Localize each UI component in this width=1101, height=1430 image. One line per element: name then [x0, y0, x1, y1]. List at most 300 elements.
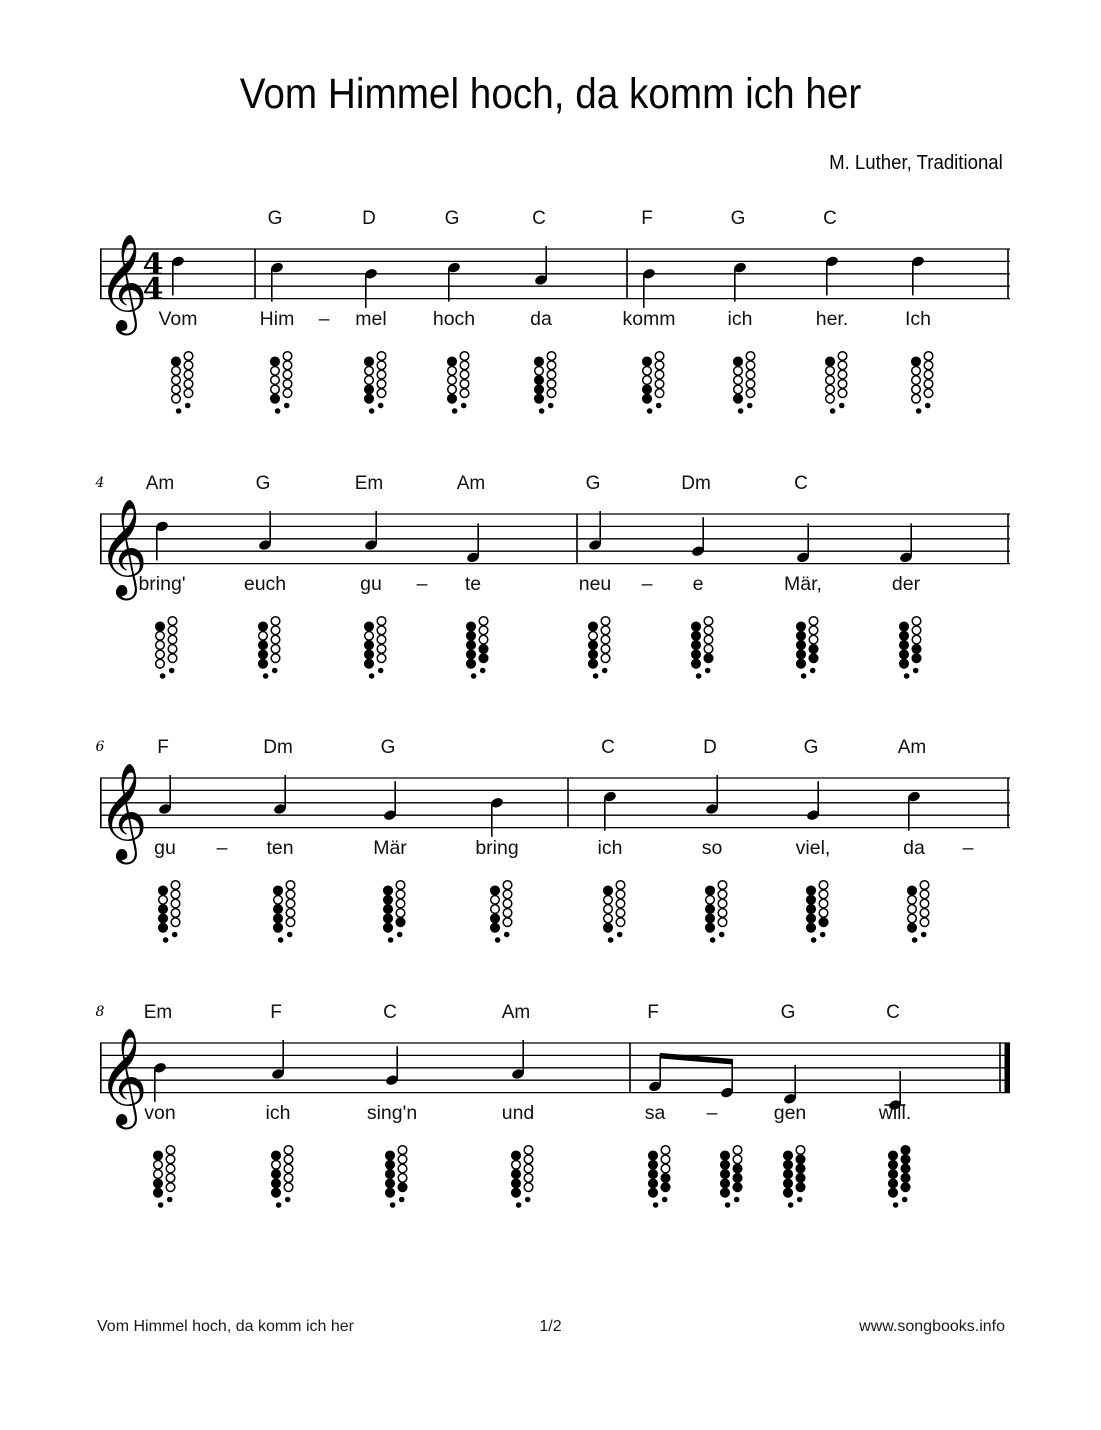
finger-hole: [159, 914, 168, 923]
staff-system-3: [96, 737, 1010, 943]
small-finger-hole: [185, 403, 191, 409]
finger-hole: [920, 918, 929, 927]
finger-hole: [706, 914, 715, 923]
small-finger-hole: [830, 408, 836, 414]
finger-hole: [826, 357, 835, 366]
finger-hole: [838, 389, 847, 398]
finger-hole: [819, 918, 828, 927]
small-finger-hole: [925, 403, 931, 409]
finger-hole: [901, 1174, 910, 1183]
chord-symbol: G: [444, 208, 460, 229]
finger-hole: [796, 1174, 805, 1183]
finger-hole: [601, 654, 610, 663]
finger-hole: [365, 659, 374, 668]
finger-hole: [365, 385, 374, 394]
chord-symbol: Em: [143, 1002, 173, 1023]
finger-hole: [784, 1161, 793, 1170]
finger-hole: [889, 1179, 898, 1188]
fingering-diagram: [172, 352, 193, 414]
finger-hole: [655, 380, 664, 389]
finger-hole: [655, 389, 664, 398]
chord-symbol: C: [601, 737, 615, 758]
finger-hole: [912, 357, 921, 366]
chord-symbol: C: [383, 1002, 397, 1023]
finger-hole: [171, 899, 180, 908]
finger-hole: [616, 918, 625, 927]
finger-hole: [467, 650, 476, 659]
finger-hole: [649, 1151, 658, 1160]
finger-hole: [601, 645, 610, 654]
finger-hole: [912, 385, 921, 394]
chord-symbol: C: [886, 1002, 900, 1023]
finger-hole: [171, 909, 180, 918]
finger-hole: [184, 352, 193, 361]
small-finger-hole: [525, 1197, 531, 1203]
finger-hole: [819, 890, 828, 899]
finger-hole: [286, 890, 295, 899]
finger-hole: [172, 385, 181, 394]
finger-hole: [900, 641, 909, 650]
finger-hole: [168, 645, 177, 654]
finger-hole: [589, 659, 598, 668]
finger-hole: [467, 641, 476, 650]
quarter-note: [270, 261, 284, 301]
finger-hole: [479, 645, 488, 654]
quarter-note: [466, 523, 480, 563]
finger-hole: [912, 635, 921, 644]
finger-hole: [259, 641, 268, 650]
quarter-note: [603, 790, 617, 830]
lyric-syllable: will.: [878, 1102, 912, 1124]
finger-hole: [718, 881, 727, 890]
finger-hole: [604, 886, 613, 895]
small-finger-hole: [378, 403, 384, 409]
finger-hole: [156, 641, 165, 650]
finger-hole: [377, 654, 386, 663]
lyric-syllable: gu: [154, 837, 176, 859]
finger-hole: [377, 352, 386, 361]
finger-hole: [649, 1188, 658, 1197]
fingering-diagram: [692, 617, 713, 679]
finger-hole: [524, 1183, 533, 1192]
finger-hole: [706, 886, 715, 895]
quarter-note: [383, 781, 397, 821]
lyric-syllable: Vom: [158, 308, 198, 330]
finger-hole: [819, 909, 828, 918]
small-finger-hole: [160, 673, 166, 679]
finger-hole: [535, 385, 544, 394]
small-finger-hole: [904, 673, 910, 679]
finger-hole: [467, 659, 476, 668]
finger-hole: [692, 659, 701, 668]
song-title: Vom Himmel hoch, da komm ich her: [239, 70, 862, 118]
finger-hole: [448, 367, 457, 376]
small-finger-hole: [656, 403, 662, 409]
finger-hole: [448, 394, 457, 403]
quarter-note: [364, 511, 378, 551]
chord-symbol: Am: [897, 737, 927, 758]
finger-hole: [797, 632, 806, 641]
small-finger-hole: [278, 937, 284, 943]
finger-hole: [159, 886, 168, 895]
finger-hole: [503, 890, 512, 899]
finger-hole: [692, 622, 701, 631]
finger-hole: [797, 622, 806, 631]
chord-symbol: G: [780, 1002, 796, 1023]
finger-hole: [479, 635, 488, 644]
finger-hole: [547, 380, 556, 389]
finger-hole: [706, 923, 715, 932]
finger-hole: [734, 394, 743, 403]
finger-hole: [154, 1170, 163, 1179]
finger-hole: [692, 632, 701, 641]
finger-hole: [692, 641, 701, 650]
finger-hole: [171, 890, 180, 899]
lyric-syllable: gen: [773, 1102, 807, 1124]
finger-hole: [274, 923, 283, 932]
finger-hole: [704, 654, 713, 663]
fingering-diagram: [365, 352, 386, 414]
small-finger-hole: [913, 668, 919, 674]
quarter-note: [825, 255, 839, 295]
quarter-note: [364, 268, 378, 308]
finger-hole: [166, 1146, 175, 1155]
finger-hole: [448, 376, 457, 385]
composer-credit: M. Luther, Traditional: [829, 152, 1003, 174]
finger-hole: [807, 905, 816, 914]
finger-hole: [616, 881, 625, 890]
chord-symbol: G: [803, 737, 819, 758]
small-finger-hole: [738, 408, 744, 414]
finger-hole: [286, 909, 295, 918]
finger-hole: [274, 905, 283, 914]
finger-hole: [809, 645, 818, 654]
lyric-syllable: Ich: [904, 308, 932, 330]
finger-hole: [819, 899, 828, 908]
finger-hole: [386, 1188, 395, 1197]
lyric-syllable: her.: [815, 308, 849, 330]
finger-hole: [448, 357, 457, 366]
chord-symbol: Em: [354, 473, 384, 494]
small-finger-hole: [797, 1197, 803, 1203]
small-finger-hole: [495, 937, 501, 943]
chord-symbol: G: [255, 473, 271, 494]
finger-hole: [733, 1146, 742, 1155]
finger-hole: [396, 881, 405, 890]
finger-hole: [386, 1179, 395, 1188]
chord-symbol: C: [794, 473, 808, 494]
finger-hole: [377, 617, 386, 626]
finger-hole: [503, 918, 512, 927]
fingering-diagram: [272, 1146, 293, 1208]
fingering-diagram: [259, 617, 280, 679]
small-finger-hole: [504, 932, 510, 938]
finger-hole: [286, 881, 295, 890]
finger-hole: [604, 905, 613, 914]
finger-hole: [386, 1170, 395, 1179]
finger-hole: [900, 659, 909, 668]
chord-symbol: D: [362, 208, 376, 229]
fingering-diagram: [784, 1146, 805, 1208]
small-finger-hole: [820, 932, 826, 938]
finger-hole: [901, 1146, 910, 1155]
finger-hole: [655, 361, 664, 370]
finger-hole: [807, 914, 816, 923]
finger-hole: [819, 881, 828, 890]
finger-hole: [784, 1188, 793, 1197]
finger-hole: [547, 389, 556, 398]
finger-hole: [908, 914, 917, 923]
finger-hole: [809, 626, 818, 635]
finger-hole: [908, 923, 917, 932]
finger-hole: [746, 370, 755, 379]
small-finger-hole: [801, 673, 807, 679]
small-finger-hole: [916, 408, 922, 414]
fingering-diagram: [807, 881, 828, 943]
small-finger-hole: [710, 937, 716, 943]
finger-hole: [467, 632, 476, 641]
fingering-diagram: [384, 881, 405, 943]
finger-hole: [616, 890, 625, 899]
finger-hole: [704, 645, 713, 654]
finger-hole: [601, 617, 610, 626]
finger-hole: [377, 389, 386, 398]
finger-hole: [479, 626, 488, 635]
staff-system-1: [98, 208, 1010, 414]
lyric-syllable: viel,: [795, 837, 831, 859]
finger-hole: [184, 380, 193, 389]
fingering-diagram: [386, 1146, 407, 1208]
finger-hole: [796, 1155, 805, 1164]
finger-hole: [838, 380, 847, 389]
lyric-syllable: da: [903, 837, 925, 859]
finger-hole: [589, 641, 598, 650]
finger-hole: [718, 890, 727, 899]
treble-clef-icon: 𝄞: [98, 1027, 148, 1125]
finger-hole: [271, 394, 280, 403]
small-finger-hole: [399, 1197, 405, 1203]
small-finger-hole: [452, 408, 458, 414]
quarter-note: [153, 1062, 167, 1102]
chord-symbol: G: [380, 737, 396, 758]
quarter-note: [511, 1040, 525, 1080]
finger-hole: [384, 905, 393, 914]
finger-hole: [900, 650, 909, 659]
finger-hole: [704, 635, 713, 644]
chord-symbol: Am: [501, 1002, 531, 1023]
finger-hole: [746, 389, 755, 398]
finger-hole: [547, 352, 556, 361]
lyric-syllable: sing'n: [366, 1102, 418, 1124]
fingering-diagram: [797, 617, 818, 679]
finger-hole: [460, 380, 469, 389]
finger-hole: [503, 909, 512, 918]
website-link[interactable]: www.songbooks.info: [859, 1318, 1005, 1335]
finger-hole: [535, 357, 544, 366]
finger-hole: [386, 1151, 395, 1160]
finger-hole: [284, 1174, 293, 1183]
lyric-syllable: te: [464, 573, 482, 595]
finger-hole: [734, 357, 743, 366]
finger-hole: [661, 1183, 670, 1192]
chord-symbol: C: [532, 208, 546, 229]
fingering-diagram: [721, 1146, 742, 1208]
finger-hole: [491, 896, 500, 905]
quarter-note: [271, 1040, 285, 1080]
chord-symbol: F: [647, 1002, 659, 1023]
time-signature-top: 4: [142, 247, 164, 283]
fingering-diagram: [156, 617, 177, 679]
finger-hole: [649, 1179, 658, 1188]
finger-hole: [272, 1179, 281, 1188]
finger-hole: [377, 645, 386, 654]
finger-hole: [733, 1164, 742, 1173]
finger-hole: [503, 899, 512, 908]
treble-clef-icon: 𝄞: [98, 498, 148, 596]
finger-hole: [491, 886, 500, 895]
finger-hole: [271, 376, 280, 385]
small-finger-hole: [369, 673, 375, 679]
finger-hole: [172, 367, 181, 376]
fingering-diagram: [706, 881, 727, 943]
quarter-note: [907, 790, 921, 830]
finger-hole: [718, 909, 727, 918]
finger-hole: [286, 899, 295, 908]
finger-hole: [889, 1161, 898, 1170]
fingering-diagram: [154, 1146, 175, 1208]
finger-hole: [168, 626, 177, 635]
finger-hole: [512, 1151, 521, 1160]
finger-hole: [912, 376, 921, 385]
finger-hole: [838, 370, 847, 379]
finger-hole: [547, 370, 556, 379]
small-finger-hole: [608, 937, 614, 943]
lyric-syllable: neu: [578, 573, 612, 595]
lyric-syllable: Mär: [373, 837, 407, 859]
chord-symbol: G: [730, 208, 746, 229]
finger-hole: [784, 1170, 793, 1179]
finger-hole: [184, 389, 193, 398]
finger-hole: [154, 1161, 163, 1170]
fingering-diagram: [448, 352, 469, 414]
small-finger-hole: [378, 668, 384, 674]
finger-hole: [166, 1164, 175, 1173]
lyric-syllable: ten: [266, 837, 294, 859]
finger-hole: [908, 896, 917, 905]
lyric-syllable: ich: [727, 308, 753, 330]
small-finger-hole: [548, 403, 554, 409]
finger-hole: [908, 905, 917, 914]
finger-hole: [912, 654, 921, 663]
finger-hole: [908, 886, 917, 895]
finger-hole: [365, 622, 374, 631]
finger-hole: [604, 923, 613, 932]
finger-hole: [924, 370, 933, 379]
finger-hole: [643, 376, 652, 385]
finger-hole: [166, 1174, 175, 1183]
finger-hole: [512, 1188, 521, 1197]
finger-hole: [159, 923, 168, 932]
small-finger-hole: [788, 1202, 794, 1208]
lyric-hyphen: –: [416, 573, 428, 595]
finger-hole: [746, 361, 755, 370]
small-finger-hole: [369, 408, 375, 414]
finger-hole: [491, 905, 500, 914]
finger-hole: [706, 896, 715, 905]
lyric-hyphen: –: [962, 837, 974, 859]
quarter-note: [588, 511, 602, 551]
chord-symbol: C: [823, 208, 837, 229]
small-finger-hole: [287, 932, 293, 938]
finger-hole: [734, 376, 743, 385]
small-finger-hole: [725, 1202, 731, 1208]
finger-hole: [784, 1179, 793, 1188]
finger-hole: [396, 909, 405, 918]
finger-hole: [460, 361, 469, 370]
finger-hole: [796, 1146, 805, 1155]
chord-symbol: Am: [145, 473, 175, 494]
finger-hole: [604, 914, 613, 923]
finger-hole: [589, 622, 598, 631]
lyric-syllable: gu: [360, 573, 382, 595]
finger-hole: [797, 650, 806, 659]
lyric-syllable: komm: [622, 308, 676, 330]
finger-hole: [524, 1155, 533, 1164]
finger-hole: [283, 352, 292, 361]
small-finger-hole: [617, 932, 623, 938]
finger-hole: [386, 1161, 395, 1170]
quarter-note: [899, 523, 913, 563]
quarter-note: [783, 1065, 797, 1105]
finger-hole: [589, 632, 598, 641]
lyric-syllable: hoch: [432, 308, 476, 330]
quarter-note: [796, 523, 810, 563]
finger-hole: [706, 905, 715, 914]
quarter-note: [171, 255, 185, 295]
finger-hole: [512, 1179, 521, 1188]
finger-hole: [920, 890, 929, 899]
finger-hole: [661, 1174, 670, 1183]
finger-hole: [512, 1161, 521, 1170]
finger-hole: [272, 1188, 281, 1197]
finger-hole: [912, 626, 921, 635]
finger-hole: [271, 635, 280, 644]
finger-hole: [172, 357, 181, 366]
finger-hole: [649, 1161, 658, 1170]
finger-hole: [901, 1164, 910, 1173]
finger-hole: [460, 352, 469, 361]
finger-hole: [912, 367, 921, 376]
finger-hole: [365, 357, 374, 366]
finger-hole: [746, 380, 755, 389]
finger-hole: [283, 389, 292, 398]
chord-symbol: F: [270, 1002, 282, 1023]
finger-hole: [704, 617, 713, 626]
finger-hole: [491, 923, 500, 932]
finger-hole: [156, 659, 165, 668]
finger-hole: [283, 380, 292, 389]
small-finger-hole: [471, 673, 477, 679]
finger-hole: [271, 654, 280, 663]
small-finger-hole: [284, 403, 290, 409]
finger-hole: [154, 1151, 163, 1160]
lyric-syllable: da: [530, 308, 552, 330]
finger-hole: [721, 1179, 730, 1188]
lyric-syllable: sa: [644, 1102, 666, 1124]
finger-hole: [826, 376, 835, 385]
finger-hole: [365, 650, 374, 659]
finger-hole: [809, 654, 818, 663]
